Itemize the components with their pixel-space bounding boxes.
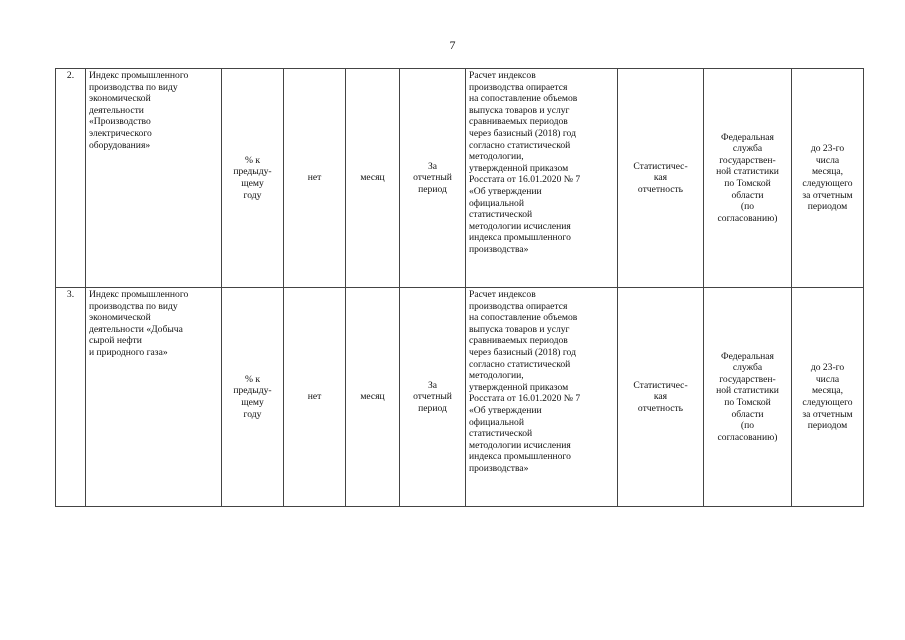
unit-cell: % к предыду- щему году — [222, 69, 284, 288]
responsible-cell: Федеральная служба государствен- ной статистики по Томской области (по согласованию) — [704, 69, 792, 288]
table-row — [56, 69, 864, 288]
row-number: 3. — [56, 288, 86, 507]
indicators-table — [55, 68, 864, 507]
row-number: 2. — [56, 69, 86, 288]
page-number: 7 — [449, 38, 456, 52]
indicator-name: Индекс промышленного производства по виду экономической деятельности «Производство электрического оборудования» — [86, 69, 222, 288]
source-cell: Статистичес- кая отчетность — [618, 69, 704, 288]
method-cell: Расчет индексов производства опирается на сопоставление объемов выпуска товаров и услуг сравниваемых периодов через базисный (2018) год согласно статистической методологии, утвержденной приказом Росстата от 16.01.2020 № 7 «Об утверждении официальной статистической методологии исчисления индекса промышленного производства» — [466, 288, 618, 507]
flag-cell: нет — [284, 69, 346, 288]
deadline-cell: до 23-го числа месяца, следующего за отчетным периодом — [792, 288, 864, 507]
flag-cell: нет — [284, 288, 346, 507]
frequency-cell: месяц — [346, 288, 400, 507]
unit-cell: % к предыду- щему году — [222, 288, 284, 507]
period-cell: За отчетный период — [400, 288, 466, 507]
method-cell: Расчет индексов производства опирается на сопоставление объемов выпуска товаров и услуг сравниваемых периодов через базисный (2018) год согласно статистической методологии, утвержденной приказом Росстата от 16.01.2020 № 7 «Об утверждении официальной статистической методологии исчисления индекса промышленного производства» — [466, 69, 618, 288]
indicator-name: Индекс промышленного производства по виду экономической деятельности «Добыча сырой нефти и природного газа» — [86, 288, 222, 507]
table-row — [56, 288, 864, 507]
deadline-cell: до 23-го числа месяца, следующего за отчетным периодом — [792, 69, 864, 288]
frequency-cell: месяц — [346, 69, 400, 288]
responsible-cell: Федеральная служба государствен- ной статистики по Томской области (по согласованию) — [704, 288, 792, 507]
source-cell: Статистичес- кая отчетность — [618, 288, 704, 507]
period-cell: За отчетный период — [400, 69, 466, 288]
